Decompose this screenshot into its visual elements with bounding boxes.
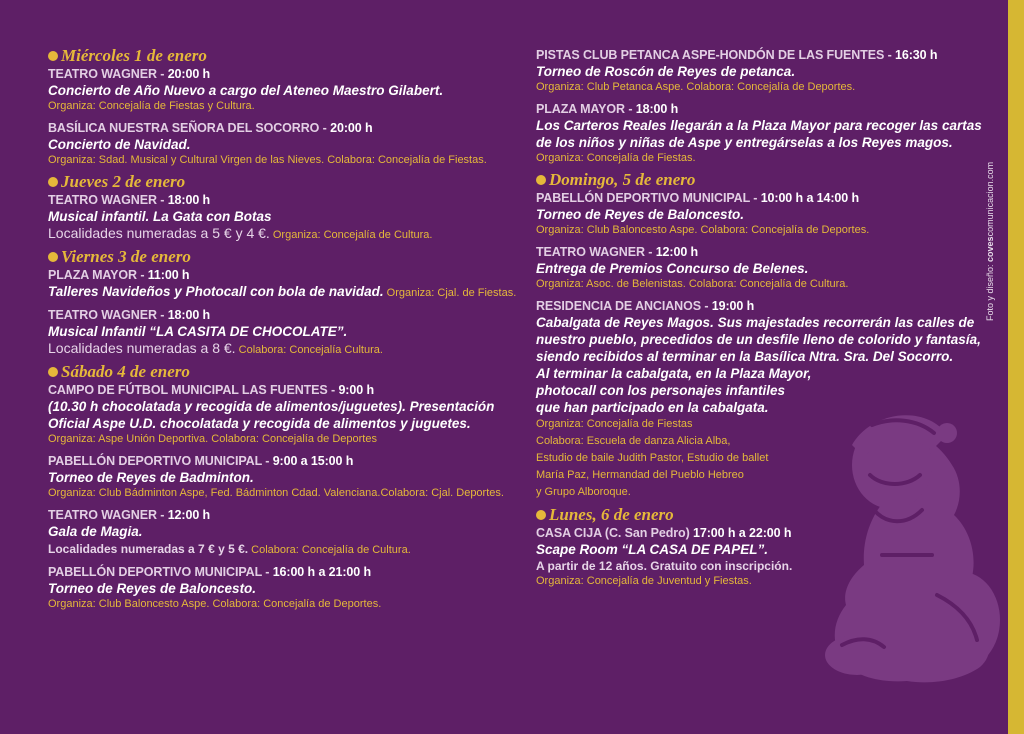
- event-venue: BASÍLICA NUESTRA SEÑORA DEL SOCORRO - 20:00 h: [48, 121, 373, 135]
- day-heading: [48, 172, 518, 191]
- event-item: [48, 308, 518, 358]
- event-item: [48, 508, 518, 558]
- bullet-dot: [48, 367, 58, 377]
- bullet-dot: [536, 175, 546, 185]
- event-item: [536, 191, 986, 238]
- event-item: [48, 67, 518, 114]
- left-column: [48, 44, 518, 619]
- event-organizer-line: Organiza: Concejalía de Fiestas: [536, 418, 693, 430]
- event-organizer: Organiza: Asoc. de Belenistas. Colabora: Concejalía de Cultura.: [536, 278, 849, 290]
- event-title: Torneo de Reyes de Baloncesto.: [536, 207, 745, 222]
- day-heading: [48, 46, 518, 65]
- day-heading: [48, 362, 518, 381]
- event-venue: PLAZA MAYOR - 11:00 h: [48, 268, 190, 282]
- event-item: [536, 299, 986, 501]
- event-organizer: Organiza: Club Baloncesto Aspe. Colabora: Concejalía de Deportes.: [536, 224, 870, 236]
- event-venue: CASA CIJA (C. San Pedro) 17:00 h a 22:00 h: [536, 526, 792, 540]
- event-organizer: Organiza: Aspe Unión Deportiva. Colabora: Concejalía de Deportes: [48, 433, 377, 445]
- side-color-stripe: [1008, 0, 1024, 734]
- event-item: [48, 565, 518, 612]
- event-note: A partir de 12 años. Gratuito con inscripción.: [536, 559, 793, 573]
- day-heading: [48, 247, 518, 266]
- bullet-dot: [48, 177, 58, 187]
- event-venue: TEATRO WAGNER - 18:00 h: [48, 308, 211, 322]
- event-title: Gala de Magia.: [48, 524, 143, 539]
- event-item: [48, 121, 518, 168]
- event-item: [536, 245, 986, 292]
- event-title: Entrega de Premios Concurso de Belenes.: [536, 261, 809, 276]
- event-item: [536, 48, 986, 95]
- event-venue: RESIDENCIA DE ANCIANOS - 19:00 h: [536, 299, 755, 313]
- event-venue: PISTAS CLUB PETANCA ASPE-HONDÓN DE LAS FUENTES - 16:30 h: [536, 48, 938, 62]
- event-venue: TEATRO WAGNER - 12:00 h: [48, 508, 211, 522]
- event-title: Concierto de Navidad.: [48, 137, 191, 152]
- event-title: Scape Room “LA CASA DE PAPEL”.: [536, 542, 769, 557]
- event-title-line: siendo recibidos al terminar en la Basílica Ntra. Sra. Del Socorro.: [536, 349, 954, 364]
- day-heading-text: Viernes 3 de enero: [61, 247, 191, 266]
- event-organizer-line: María Paz, Hermandad del Pueblo Hebreo: [536, 469, 744, 481]
- event-item: [48, 383, 518, 447]
- event-organizer: Organiza: Club Bádminton Aspe, Fed. Bádminton Cdad. Valenciana.Colabora: Cjal. Deportes.: [48, 487, 504, 499]
- event-title-line: photocall con los personajes infantiles: [536, 383, 786, 398]
- event-venue: PABELLÓN DEPORTIVO MUNICIPAL - 10:00 h a 14:00 h: [536, 191, 860, 205]
- day-heading-text: Miércoles 1 de enero: [61, 46, 207, 65]
- event-organizer: Organiza: Concejalía de Juventud y Fiestas.: [536, 575, 752, 587]
- bullet-dot: [536, 510, 546, 520]
- event-item: [536, 102, 986, 166]
- event-title: (10.30 h chocolatada y recogida de alimentos/juguetes). Presentación Oficial Aspe U.D. chocolatada y recogida de alimentos y juguetes.: [48, 399, 495, 431]
- event-title-line: Cabalgata de Reyes Magos. Sus majestades recorrerán las calles de: [536, 315, 975, 330]
- day-heading-text: Jueves 2 de enero: [61, 172, 186, 191]
- event-title-line: Talleres Navideños y Photocall con bola de navidad. Organiza: Cjal. de Fiestas.: [48, 284, 517, 299]
- event-organizer: Organiza: Concejalía de Fiestas.: [536, 152, 696, 164]
- event-organizer: Organiza: Club Baloncesto Aspe. Colabora: Concejalía de Deportes.: [48, 598, 382, 610]
- event-tickets: Localidades numeradas a 8 €. Colabora: Concejalía Cultura.: [48, 340, 383, 356]
- event-organizer: Organiza: Club Petanca Aspe. Colabora: Concejalía de Deportes.: [536, 81, 856, 93]
- event-tickets: Localidades numeradas a 7 € y 5 €. Colabora: Concejalía de Cultura.: [48, 542, 411, 556]
- event-organizer-line: y Grupo Alboroque.: [536, 486, 631, 498]
- event-venue: TEATRO WAGNER - 18:00 h: [48, 193, 211, 207]
- event-venue: TEATRO WAGNER - 20:00 h: [48, 67, 211, 81]
- event-organizer-line: Colabora: Escuela de danza Alicia Alba,: [536, 435, 731, 447]
- event-title: Musical infantil. La Gata con Botas: [48, 209, 272, 224]
- day-heading-text: Lunes, 6 de enero: [549, 505, 674, 524]
- event-organizer: Organiza: Sdad. Musical y Cultural Virgen de las Nieves. Colabora: Concejalía de Fiestas.: [48, 154, 487, 166]
- event-item: [48, 268, 518, 301]
- design-credit: Foto y diseño: covescomunicacion.com: [985, 161, 995, 321]
- bullet-dot: [48, 51, 58, 61]
- event-venue: CAMPO DE FÚTBOL MUNICIPAL LAS FUENTES - 9:00 h: [48, 383, 374, 397]
- event-item: [536, 526, 986, 589]
- event-title: Los Carteros Reales llegarán a la Plaza Mayor para recoger las cartas de los niños y niñas de Aspe y entregárselas a los Reyes magos.: [536, 118, 982, 150]
- event-title: Concierto de Año Nuevo a cargo del Ateneo Maestro Gilabert.: [48, 83, 444, 98]
- right-column: [536, 48, 986, 596]
- event-title: Torneo de Reyes de Badminton.: [48, 470, 254, 485]
- day-heading: [536, 505, 986, 524]
- event-tickets: Localidades numeradas a 5 € y 4 €. Organiza: Concejalía de Cultura.: [48, 225, 433, 241]
- event-title: Torneo de Reyes de Baloncesto.: [48, 581, 257, 596]
- event-title-line: Al terminar la cabalgata, en la Plaza Mayor,: [536, 366, 812, 381]
- day-heading-text: Sábado 4 de enero: [61, 362, 190, 381]
- event-venue: PABELLÓN DEPORTIVO MUNICIPAL - 16:00 h a 21:00 h: [48, 565, 372, 579]
- event-item: [48, 454, 518, 501]
- event-item: [48, 193, 518, 243]
- day-heading: [536, 170, 986, 189]
- event-organizer: Organiza: Concejalía de Fiestas y Cultura.: [48, 100, 255, 112]
- event-title-line: nuestro pueblo, precedidos de un desfile lleno de colorido y fantasía,: [536, 332, 981, 347]
- event-title-line: que han participado en la cabalgata.: [536, 400, 769, 415]
- bullet-dot: [48, 252, 58, 262]
- event-title: Musical Infantil “LA CASITA DE CHOCOLATE”.: [48, 324, 348, 339]
- event-venue: PABELLÓN DEPORTIVO MUNICIPAL - 9:00 a 15:00 h: [48, 454, 354, 468]
- event-organizer-line: Estudio de baile Judith Pastor, Estudio de ballet: [536, 452, 769, 464]
- event-venue: PLAZA MAYOR - 18:00 h: [536, 102, 679, 116]
- event-title: Torneo de Roscón de Reyes de petanca.: [536, 64, 796, 79]
- day-heading-text: Domingo, 5 de enero: [549, 170, 696, 189]
- event-venue: TEATRO WAGNER - 12:00 h: [536, 245, 699, 259]
